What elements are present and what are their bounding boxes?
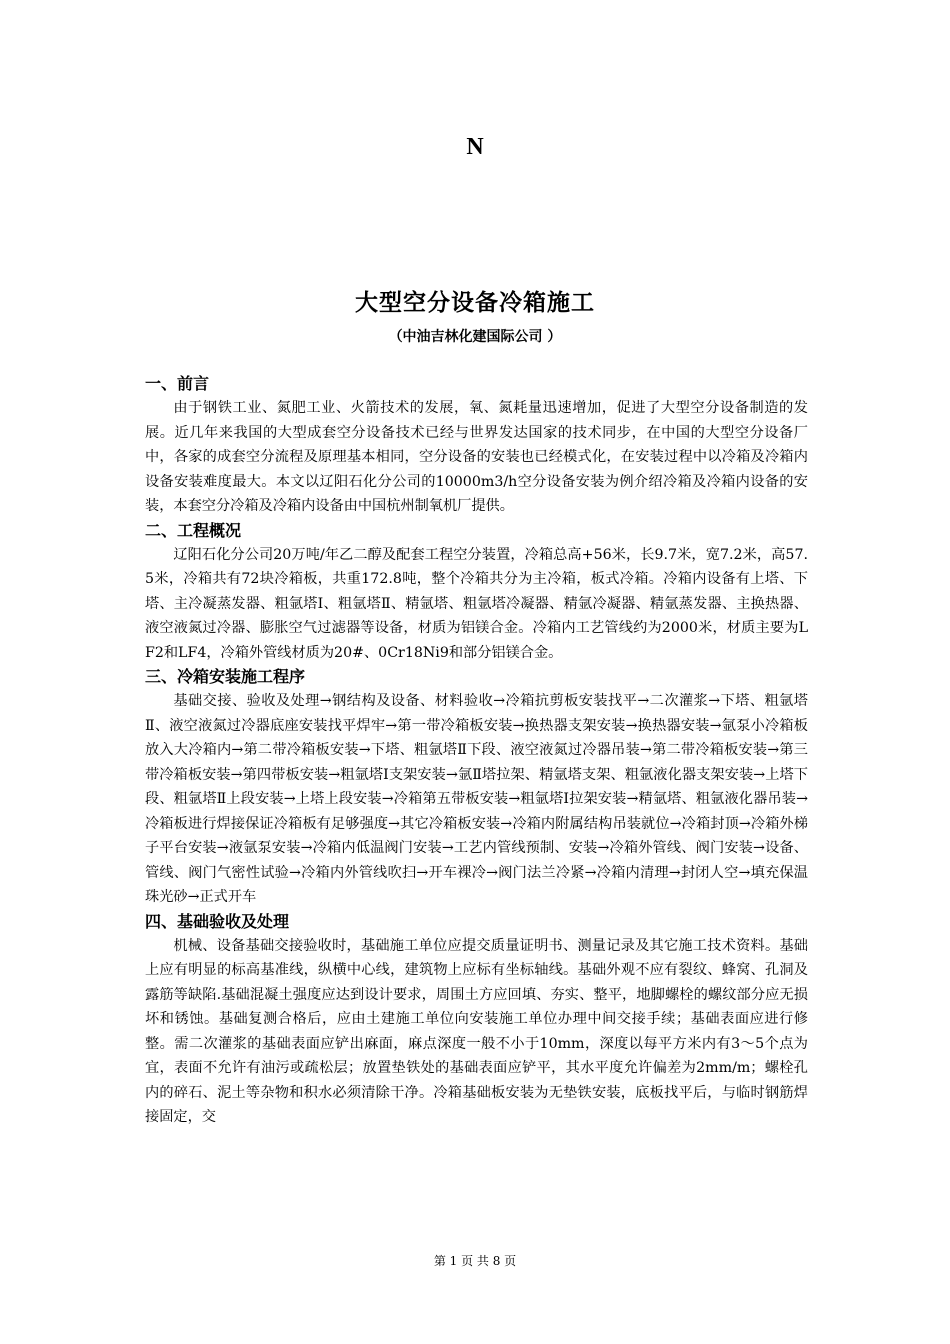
section-heading: 二、工程概况 — [145, 520, 242, 540]
section-heading: 三、冷箱安装施工程序 — [145, 667, 306, 686]
page-footer: 第 1 页 共 8 页 — [433, 1254, 517, 1268]
section-paragraph: 辽阳石化分公司20万吨/年乙二醇及配套工程空分装置，冷箱总高+56米，长9.7米，宽7.2米，高57.5米，冷箱共有72块冷箱板，共重172.8吨，整个冷箱共分为主冷箱，板式冷箱。冷箱内设备有上塔、下塔、主冷凝蒸发器、粗氩塔Ⅰ、粗氩塔Ⅱ、精氩塔、粗氩塔冷凝器、精氩冷凝器、精氩蒸发器、主换热器、液空液氮过冷器、膨胀空气过滤器等设备，材质为铝镁合金。冷箱内工艺管线约为2000米，材质主要为LF2和LF4，冷箱外管线材质为20#、0Cr18Ni9和部分铝镁合金。 — [145, 546, 808, 661]
section-paragraph: 基础交接、验收及处理→钢结构及设备、材料验收→冷箱抗剪板安装找平→二次灌浆→下塔、粗氩塔Ⅱ、液空液氮过冷器底座安装找平焊牢→第一带冷箱板安装→换热器支架安装→换热器安装→氩泵小冷箱板放入大冷箱内→第二带冷箱板安装→下塔、粗氩塔Ⅱ下段、液空液氮过冷器吊装→第二带冷箱板安装→第三带冷箱板安装→第四带板安装→粗氩塔Ⅰ支架安装→氩Ⅱ塔拉架、精氩塔支架、粗氩液化器支架安装→上塔下段、粗氩塔Ⅱ上段安装→上塔上段安装→冷箱第五带板安装→粗氩塔Ⅰ拉架安装→精氩塔、粗氩液化器吊装→冷箱板进行焊接保证冷箱板有足够强度→其它冷箱板安装→冷箱内附属结构吊装就位→冷箱封顶→冷箱外梯子平台安装→液氩泵安装→冷箱内低温阀门安装→工艺内管线预制、安装→冷箱外管线、阀门安装→设备、管线、阀门气密性试验→冷箱内外管线吹扫→开车裸冷→阀门法兰冷紧→冷箱内清理→封闭人空→填充保温珠光砂→正式开车 — [145, 693, 808, 905]
document-body — [145, 372, 808, 1130]
section-preface — [145, 372, 808, 519]
section-foundation-acceptance — [145, 910, 808, 1130]
section-paragraph: 由于钢铁工业、氮肥工业、火箭技术的发展，氧、氮耗量迅速增加，促进了大型空分设备制造的发展。近几年来我国的大型成套空分设备技术已经与世界发达国家的技术同步，在中国的大型空分设备厂中，各家的成套空分流程及原理基本相同，空分设备的安装也已经模式化，在安装过程中以冷箱及冷箱内设备安装难度最大。本文以辽阳石化分公司的10000m3/h空分设备安装为例介绍冷箱及冷箱内设备的安装，本套空分冷箱及冷箱内设备由中国杭州制氧机厂提供。 — [145, 400, 808, 514]
section-paragraph: 机械、设备基础交接验收时，基础施工单位应提交质量证明书、测量记录及其它施工技术资料。基础上应有明显的标高基准线，纵横中心线，建筑物上应标有坐标轴线。基础外观不应有裂纹、蜂窝、孔洞及露筋等缺陷.基础混凝土强度应达到设计要求，周围土方应回填、夯实、整平，地脚螺栓的螺纹部分应无损坏和锈蚀。基础复测合格后，应由土建施工单位向安装施工单位办理中间交接手续；基础表面应进行修整。需二次灌浆的基础表面应铲出麻面，麻点深度一般不小于10mm，深度以每平方米内有3～5个点为宜，表面不允许有油污或疏松层；放置垫铁处的基础表面应铲平，其水平度允许偏差为2mm/m；螺栓孔内的碎石、泥土等杂物和积水必须清除干净。冷箱基础板安装为无垫铁安装，底板找平后，与临时钢筋焊接固定，交 — [145, 937, 808, 1125]
section-heading: 一、前言 — [145, 374, 210, 393]
section-heading: 四、基础验收及处理 — [145, 911, 290, 931]
document-title: 大型空分设备冷箱施工 — [355, 290, 595, 316]
page-mark: N — [466, 134, 484, 160]
section-project-overview — [145, 519, 808, 666]
document-subtitle: （中油吉林化建国际公司 ） — [388, 329, 562, 345]
section-installation-procedure — [145, 665, 808, 910]
